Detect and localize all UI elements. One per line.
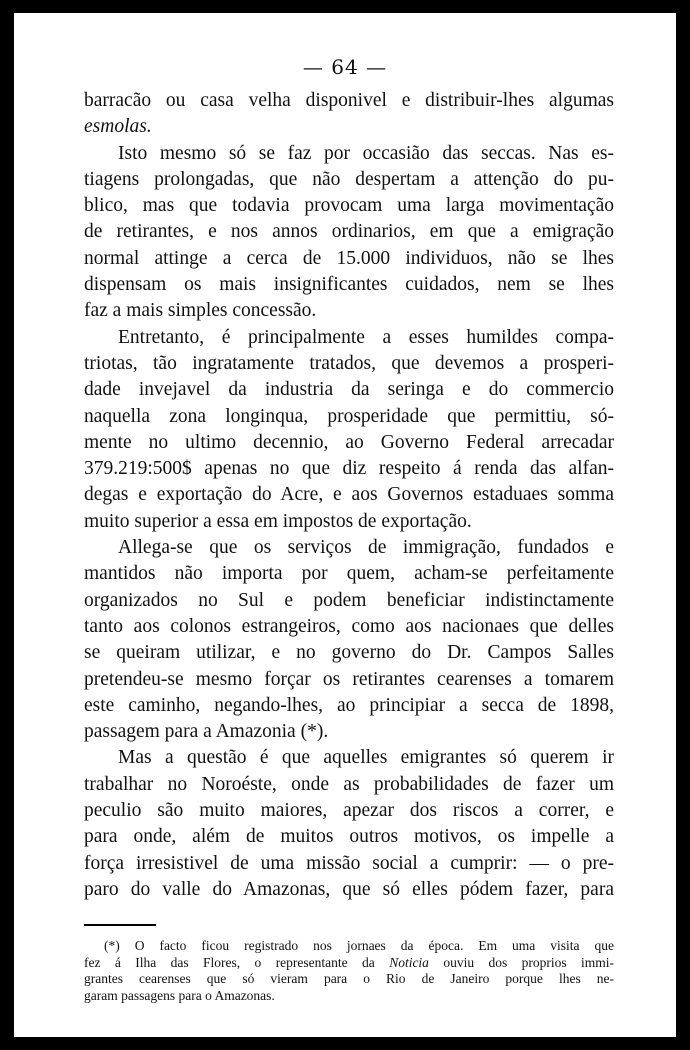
text-line: de retirantes, e nos annos ordinarios, em que a emigração <box>84 221 614 243</box>
footnote-text: ouviu dos proprios immi- <box>428 954 615 970</box>
text-line: peculio são muito maiores, apezar dos riscos a correr, e <box>84 800 614 822</box>
text-line: naquella zona longinqua, prosperidade que permittiu, só- <box>84 405 614 427</box>
text-line: esmolas. <box>84 116 152 138</box>
text-line: organizados no Sul e podem beneficiar indistinctamente <box>84 589 614 611</box>
text-line: para onde, além de muitos outros motivos, os impelle a <box>84 826 614 848</box>
footnote-separator <box>84 924 156 926</box>
footnote-line <box>84 955 614 972</box>
text-line: Allega-se que os serviços de immigração, fundados e <box>118 537 614 559</box>
text-line: tanto aos colonos estrangeiros, como aos nacionaes que delles <box>84 615 614 637</box>
text-line: paro do valle do Amazonas, que só elles pódem fazer, para <box>84 878 614 900</box>
text-line: dispensam os mais insignificantes cuidados, nem se lhes <box>84 274 614 296</box>
text-line: barracão ou casa velha disponivel e distribuir-lhes algumas <box>84 90 614 111</box>
text-line: Isto mesmo só se faz por occasião das seccas. Nas es- <box>118 142 614 164</box>
body-text <box>84 88 614 903</box>
text-line: dade invejavel da industria da seringa e do commercio <box>84 379 614 401</box>
book-page <box>12 11 678 1039</box>
footnote-line: grantes cearenses que só vieram para o Rio de Janeiro porque lhes ne- <box>84 971 614 986</box>
text-line: tiagens prolongadas, que não despertam a attenção do pu- <box>84 168 614 190</box>
page-number: — 64 — <box>302 55 388 79</box>
text-line: triotas, tão ingratamente tratados, que devemos a prosperi- <box>84 352 614 374</box>
footnote-text: fez á Ilha das Flores, o representante da <box>84 954 390 970</box>
text-line: pretendeu-se mesmo forçar os retirantes cearenses a tomarem <box>84 668 614 690</box>
text-line: Entretanto, é principalmente a esses humildes compa- <box>118 326 614 348</box>
footnote <box>84 938 614 1004</box>
text-line: este caminho, negando-lhes, ao principiar a secca de 1898, <box>84 694 614 716</box>
text-line: muito superior a essa em impostos de exportação. <box>84 510 472 532</box>
text-line: trabalhar no Noroéste, onde as probabilidades de fazer um <box>84 773 614 795</box>
footnote-line: (*) O facto ficou registrado nos jornaes da época. Em uma visita que <box>104 938 614 953</box>
text-line: passagem para a Amazonia (*). <box>84 721 329 743</box>
text-line: mantidos não importa por quem, acham-se perfeitamente <box>84 563 614 585</box>
text-line: 379.219:500$ apenas no que diz respeito á renda das alfan- <box>84 458 614 480</box>
text-line: mente no ultimo decennio, ao Governo Federal arrecadar <box>84 431 614 453</box>
text-line: degas e exportação do Acre, e aos Governos estaduaes somma <box>84 484 614 506</box>
footnote-line: garam passagens para o Amazonas. <box>84 987 275 1003</box>
text-line: normal attinge a cerca de 15.000 individuos, não se lhes <box>84 247 614 269</box>
text-line: blico, mas que todavia provocam uma larga movimentação <box>84 195 614 217</box>
text-line: força irresistivel de uma missão social a cumprir: — o pre- <box>84 852 614 874</box>
footnote-newspaper-name: Noticia <box>389 954 429 970</box>
text-line: faz a mais simples concessão. <box>84 300 317 322</box>
text-line: se queiram utilizar, e no governo do Dr. Campos Salles <box>84 642 614 664</box>
text-line: Mas a questão é que aquelles emigrantes só querem ir <box>118 747 614 769</box>
